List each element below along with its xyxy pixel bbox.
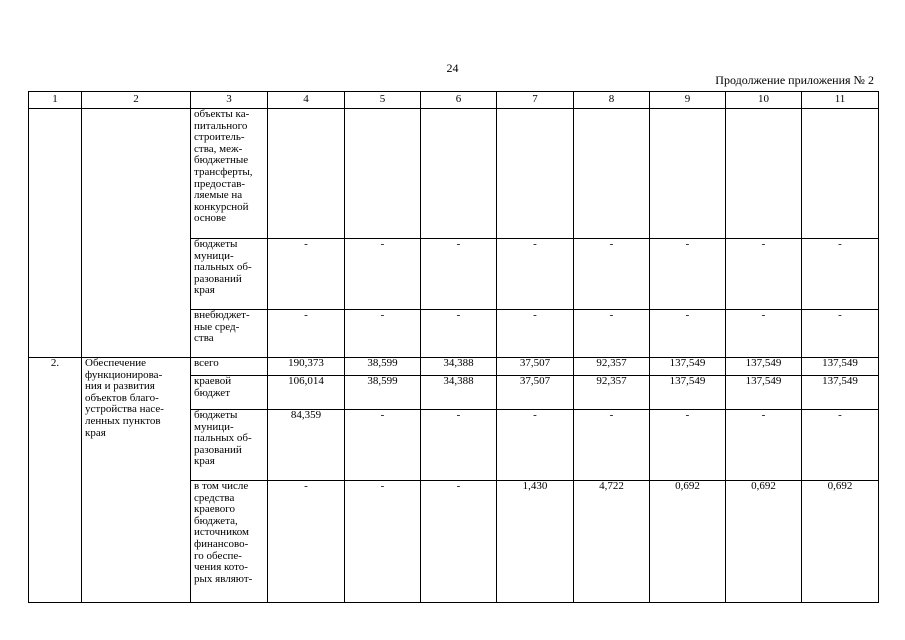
row-number-cell — [29, 109, 82, 358]
value-cell: - — [650, 239, 726, 310]
value-cell — [650, 109, 726, 239]
value-cell: 137,549 — [650, 376, 726, 410]
value-cell: 37,507 — [497, 376, 574, 410]
value-cell: 92,357 — [574, 376, 650, 410]
value-cell: - — [421, 310, 497, 358]
source-cell: всего — [191, 358, 268, 376]
value-cell: - — [802, 410, 879, 481]
value-cell: - — [421, 481, 497, 603]
value-cell: 0,692 — [802, 481, 879, 603]
value-cell: 137,549 — [650, 358, 726, 376]
col-header: 7 — [497, 92, 574, 109]
value-cell: - — [268, 310, 345, 358]
value-cell: 4,722 — [574, 481, 650, 603]
row-title-cell: Обеспечение функционирова- ния и развития объектов благо- устройства насе- ленных пунктов края — [82, 358, 191, 603]
value-cell: 38,599 — [345, 358, 421, 376]
row-title-cell — [82, 109, 191, 358]
source-cell: краевой бюджет — [191, 376, 268, 410]
value-cell — [421, 109, 497, 239]
table-row — [29, 109, 879, 239]
col-header: 2 — [82, 92, 191, 109]
value-cell: - — [497, 239, 574, 310]
header-row — [29, 92, 879, 109]
source-cell: в том числе средства краевого бюджета, источником финансово- го обеспе- чения кото- рых являют- — [191, 481, 268, 603]
value-cell: - — [421, 410, 497, 481]
value-cell: 137,549 — [726, 358, 802, 376]
col-header: 6 — [421, 92, 497, 109]
value-cell: - — [345, 310, 421, 358]
value-cell: 84,359 — [268, 410, 345, 481]
value-cell: - — [802, 310, 879, 358]
value-cell: 34,388 — [421, 358, 497, 376]
source-cell: бюджеты муници- пальных об- разований края — [191, 410, 268, 481]
page-number: 24 — [446, 61, 459, 75]
value-cell — [345, 109, 421, 239]
value-cell: - — [345, 239, 421, 310]
value-cell: - — [497, 310, 574, 358]
value-cell: - — [726, 239, 802, 310]
value-cell — [268, 109, 345, 239]
value-cell: - — [574, 410, 650, 481]
value-cell: - — [345, 410, 421, 481]
col-header: 5 — [345, 92, 421, 109]
col-header: 11 — [802, 92, 879, 109]
col-header: 9 — [650, 92, 726, 109]
value-cell: 1,430 — [497, 481, 574, 603]
col-header: 4 — [268, 92, 345, 109]
table-row — [29, 358, 879, 376]
source-cell: бюджеты муници- пальных об- разований края — [191, 239, 268, 310]
value-cell: 34,388 — [421, 376, 497, 410]
source-cell: внебюджет- ные сред- ства — [191, 310, 268, 358]
value-cell: - — [574, 310, 650, 358]
value-cell: 0,692 — [650, 481, 726, 603]
value-cell: - — [726, 310, 802, 358]
budget-table — [28, 91, 879, 603]
value-cell: - — [268, 481, 345, 603]
value-cell: 137,549 — [802, 358, 879, 376]
value-cell: - — [497, 410, 574, 481]
col-header: 8 — [574, 92, 650, 109]
continuation-label: Продолжение приложения № 2 — [715, 73, 874, 87]
value-cell: - — [802, 239, 879, 310]
value-cell: 92,357 — [574, 358, 650, 376]
col-header: 1 — [29, 92, 82, 109]
row-number-cell: 2. — [29, 358, 82, 603]
value-cell: - — [421, 239, 497, 310]
value-cell — [726, 109, 802, 239]
value-cell — [497, 109, 574, 239]
value-cell: 106,014 — [268, 376, 345, 410]
value-cell: 38,599 — [345, 376, 421, 410]
source-cell: объекты ка- питального строитель- ства, меж- бюджетные трансферты, предостав- ляемые на конкурсной основе — [191, 109, 268, 239]
value-cell: 190,373 — [268, 358, 345, 376]
col-header: 10 — [726, 92, 802, 109]
col-header: 3 — [191, 92, 268, 109]
value-cell: - — [726, 410, 802, 481]
value-cell — [574, 109, 650, 239]
value-cell: 37,507 — [497, 358, 574, 376]
value-cell: - — [268, 239, 345, 310]
value-cell: - — [650, 310, 726, 358]
value-cell — [802, 109, 879, 239]
value-cell: - — [345, 481, 421, 603]
value-cell: 137,549 — [726, 376, 802, 410]
value-cell: 137,549 — [802, 376, 879, 410]
value-cell: - — [650, 410, 726, 481]
value-cell: - — [574, 239, 650, 310]
value-cell: 0,692 — [726, 481, 802, 603]
